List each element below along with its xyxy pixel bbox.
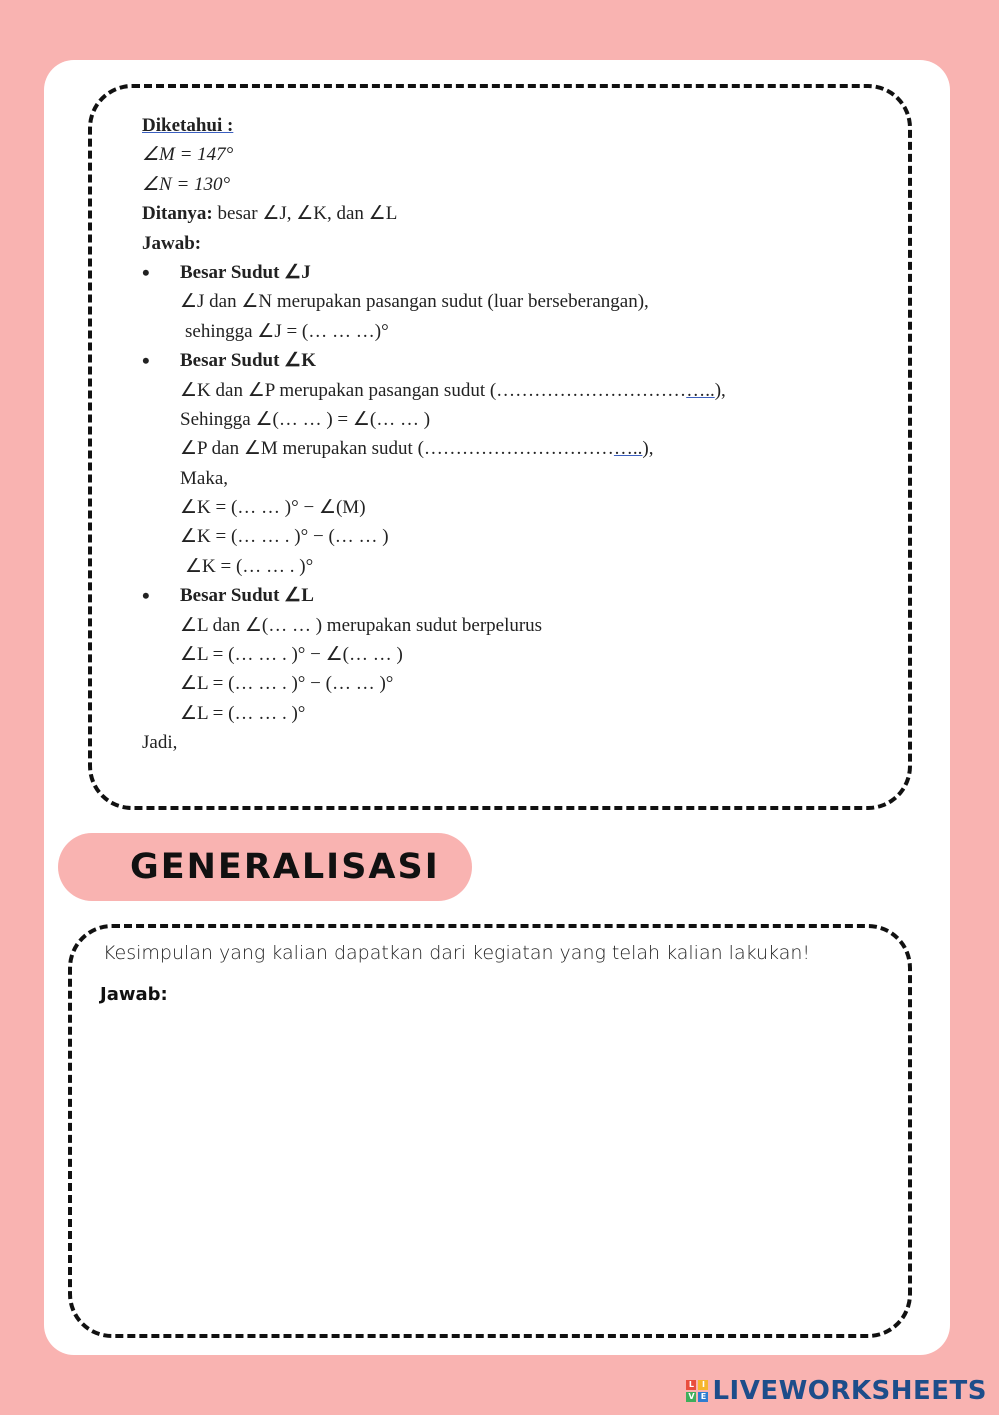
j-line-1: ∠J dan ∠N merupakan pasangan sudut (luar berseberangan), xyxy=(180,291,649,313)
answer-label: Jawab: xyxy=(142,232,202,254)
logo-letter: E xyxy=(698,1392,708,1402)
logo-letter: I xyxy=(698,1380,708,1390)
conclusion-label: Jadi, xyxy=(142,732,178,754)
k-line-5: ∠K = (… … )° − ∠(M) xyxy=(180,497,366,519)
logo-letter: V xyxy=(688,1392,695,1401)
j-line-2: sehingga ∠J = (… … …)° xyxy=(185,320,389,342)
k-line-1: ∠K dan ∠P merupakan pasangan sudut (……………………………..), xyxy=(180,379,726,401)
known-heading: Diketahui : xyxy=(142,115,234,136)
k-line-7: ∠K = (… … . )° xyxy=(185,555,314,577)
l-line-4: ∠L = (… … . )° xyxy=(180,702,306,724)
l-line-2: ∠L = (… … . )° − ∠(… … ) xyxy=(180,644,403,666)
bullet-dot: • xyxy=(142,583,150,609)
l-line-3: ∠L = (… … . )° − (… … )° xyxy=(180,673,394,695)
bullet-dot: • xyxy=(142,259,150,285)
bullet-angle-j: • Besar Sudut ∠J xyxy=(142,258,862,287)
generalisasi-banner xyxy=(58,833,472,901)
logo-text: LIVEWORKSHEETS xyxy=(712,1376,987,1406)
given-angle-n: ∠N = 130° xyxy=(142,173,231,195)
k-line-6: ∠K = (… … . )° − (… … ) xyxy=(180,526,389,548)
asked-line: Ditanya: besar ∠J, ∠K, dan ∠L xyxy=(142,203,398,225)
bullet-angle-l: • Besar Sudut ∠L xyxy=(142,581,862,610)
generalisasi-prompt: Kesimpulan yang kalian dapatkan dari kegiatan yang telah kalian lakukan! xyxy=(103,942,811,964)
generalisasi-answer-label: Jawab: xyxy=(100,984,168,1005)
solution-content xyxy=(142,111,862,758)
liveworksheets-logo xyxy=(686,1372,987,1410)
k-line-4: Maka, xyxy=(180,467,229,489)
bullet-angle-k: • Besar Sudut ∠K xyxy=(142,346,862,375)
generalisasi-title: GENERALISASI xyxy=(130,847,440,887)
given-angle-m: ∠M = 147° xyxy=(142,144,234,166)
k-line-3: ∠P dan ∠M merupakan sudut (……………………………..), xyxy=(180,438,654,460)
logo-letter: L xyxy=(686,1380,696,1390)
l-line-1: ∠L dan ∠(… … ) merupakan sudut berpelurus xyxy=(180,614,543,636)
answer-box[interactable] xyxy=(68,924,912,1338)
bullet-dot: • xyxy=(142,348,150,374)
logo-grid-icon xyxy=(686,1380,708,1402)
k-line-2: Sehingga ∠(… … ) = ∠(… … ) xyxy=(180,408,431,430)
